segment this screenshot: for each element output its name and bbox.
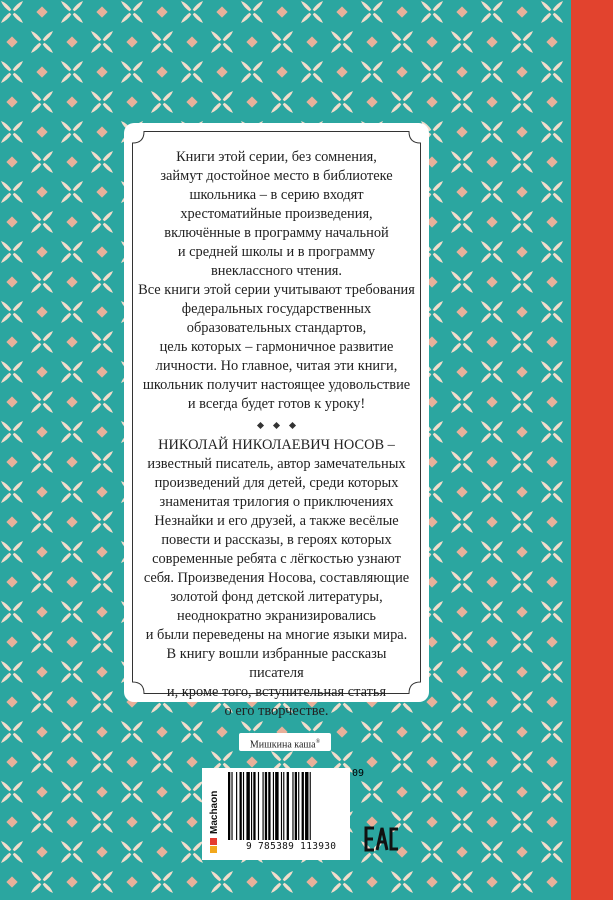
barcode-bar xyxy=(228,772,230,840)
barcode-bar xyxy=(302,772,304,840)
series-description: Книги этой серии, без сомнения, займут достойное место в библиотеке школьника – в серию входят хрестоматийные произведения, включённые в программу начальной и средней школы и в программу внеклассного чтения. Все книги этой серии учитывают требования федеральных государственных образовательных стандартов, цель которых – гармоничное развитие личности. Но главное, читая эти книги, школьник получит настоящее удовольствие и всегда будет готов к уроку! xyxy=(138,149,415,412)
diamond-icon xyxy=(289,421,296,428)
diamond-icon xyxy=(273,421,280,428)
barcode-bar xyxy=(263,772,264,840)
barcode-bar xyxy=(258,772,259,840)
barcode-bar xyxy=(283,772,284,840)
card-text xyxy=(138,148,415,721)
author-description: НИКОЛАЙ НИКОЛАЕВИЧ НОСОВ – известный писатель, автор замечательных произведений для детей, среди которых знаменитая трилогия о приключениях Незнайки и его друзей, а также весёлые повести и рассказы, в героях которых современные ребята с лёгкостью узнают себя. Произведения Носова, составляющие золотой фонд детской литературы, неоднократно экранизировались и были переведены на многие языки мира. В книгу вошли избранные рассказы писателя и, кроме того, вступительная статья о его творчестве. xyxy=(143,437,410,719)
barcode-addon-digits: 09 xyxy=(352,768,365,779)
barcode-bar xyxy=(287,772,289,840)
barcode-bar xyxy=(275,772,278,840)
barcode-bar xyxy=(251,772,252,840)
publisher-logo xyxy=(207,770,221,855)
barcode-bar xyxy=(231,772,232,840)
barcode-bar xyxy=(243,772,244,840)
barcode-bar xyxy=(236,772,237,840)
spine-stripe xyxy=(571,0,613,900)
barcode-bar xyxy=(246,772,249,840)
diamond-icon xyxy=(257,421,264,428)
series-name: Мишкина каша xyxy=(249,739,316,751)
barcode-digits: 9 785389 113930 xyxy=(246,841,337,852)
barcode-bar xyxy=(265,772,267,840)
barcode-bar xyxy=(292,772,293,840)
publisher-name: Machaon xyxy=(209,790,220,834)
eac-certification-mark xyxy=(364,826,400,852)
barcode-bar xyxy=(295,772,297,840)
barcode-bar xyxy=(253,772,255,840)
series-name-badge xyxy=(239,733,331,751)
barcode-bar xyxy=(310,772,311,840)
registered-mark: ® xyxy=(315,739,321,745)
barcode-bar xyxy=(273,772,274,840)
barcode-bar xyxy=(240,772,242,840)
barcode-bar xyxy=(268,772,270,840)
barcode-bar xyxy=(298,772,299,840)
divider-ornament xyxy=(138,414,415,436)
barcode-bar xyxy=(281,772,282,840)
barcode-bar xyxy=(305,772,308,840)
